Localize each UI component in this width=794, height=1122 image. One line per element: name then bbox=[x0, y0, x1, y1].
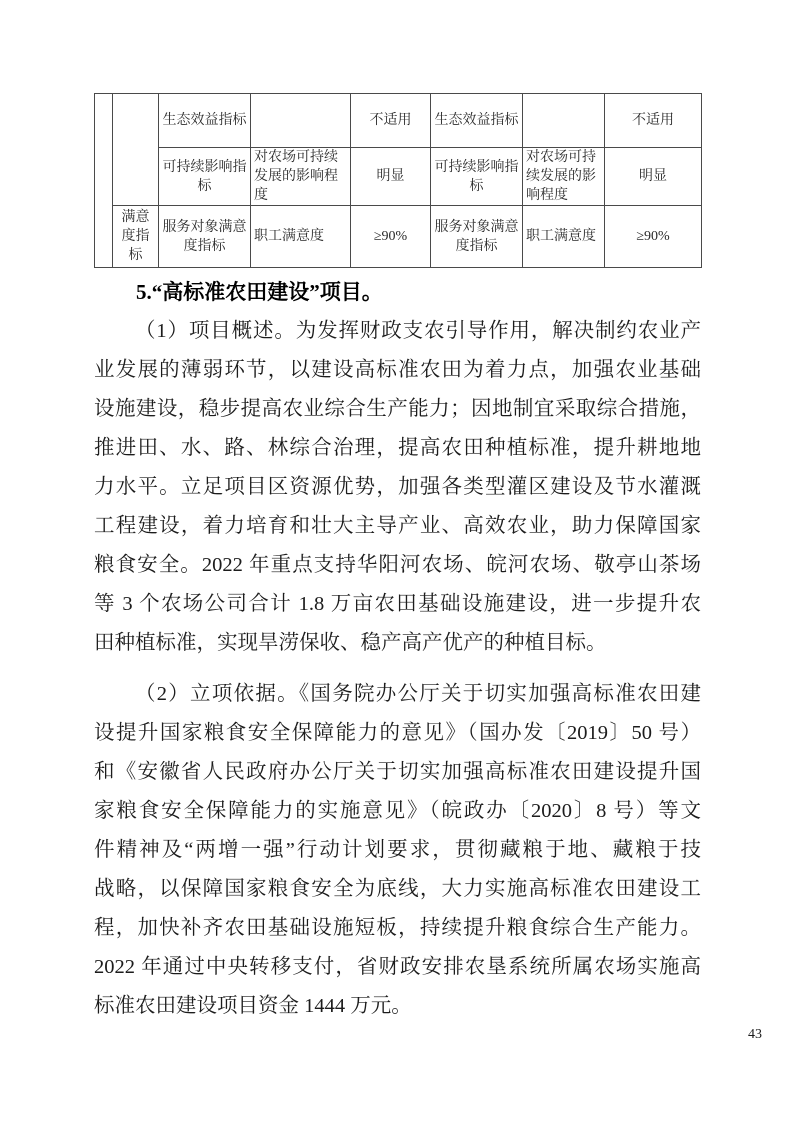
table-cell-indicator: 生态效益指标 bbox=[431, 94, 523, 148]
table-cell-indicator: 可持续影响指标 bbox=[431, 148, 523, 206]
table-cell-value: 不适用 bbox=[351, 94, 431, 148]
table-cell-criterion bbox=[251, 94, 351, 148]
section-heading: 5.“高标准农田建设”项目。 bbox=[136, 280, 383, 304]
document-body bbox=[94, 272, 701, 1026]
text-line: 战略，以保障国家粮食安全为底线，大力实施高标准农田建设工 bbox=[94, 878, 701, 900]
text-line: 推进田、水、路、林综合治理，提高农田种植标准，提升耕地地 bbox=[94, 437, 701, 459]
table-cell-value: ≥90% bbox=[605, 206, 702, 268]
text-line: 力水平。立足项目区资源优势，加强各类型灌区建设及节水灌溉 bbox=[94, 476, 701, 498]
table-row bbox=[95, 148, 702, 206]
text-line: 业发展的薄弱环节，以建设高标准农田为着力点，加强农业基础 bbox=[94, 359, 701, 381]
text-line: 田种植标准，实现旱涝保收、稳产高产优产的种植目标。 bbox=[94, 632, 607, 654]
paragraph-project-basis bbox=[94, 675, 701, 1026]
text-line: 家粮食安全保障能力的实施意见》（皖政办〔2020〕8 号）等文 bbox=[94, 800, 701, 822]
text-line: 等 3 个农场公司合计 1.8 万亩农田基础设施建设，进一步提升农 bbox=[94, 593, 701, 615]
text-line: （1）项目概述。为发挥财政支农引导作用，解决制约农业产 bbox=[135, 320, 701, 342]
page-number: 43 bbox=[748, 1027, 762, 1042]
table-cell-criterion: 职工满意度 bbox=[523, 206, 605, 268]
performance-indicators-table bbox=[94, 93, 702, 268]
text-line: 工程建设，着力培育和壮大主导产业、高效农业，助力保障国家 bbox=[94, 515, 701, 537]
table-cell-indicator: 可持续影响指标 bbox=[159, 148, 251, 206]
text-line: 件精神及“两增一强”行动计划要求，贯彻藏粮于地、藏粮于技 bbox=[94, 839, 701, 861]
table-cell-indicator: 生态效益指标 bbox=[159, 94, 251, 148]
table-cell-criterion: 对农场可持续发展的影响程度 bbox=[251, 148, 351, 206]
table-cell-category-empty bbox=[113, 94, 159, 206]
text-line: 设提升国家粮食安全保障能力的意见》（国办发〔2019〕50 号） bbox=[94, 722, 701, 744]
table-row bbox=[95, 94, 702, 148]
table-cell-category: 满意度指标 bbox=[113, 206, 159, 268]
table-cell-indicator: 服务对象满意度指标 bbox=[159, 206, 251, 268]
table-cell-criterion: 职工满意度 bbox=[251, 206, 351, 268]
table-cell-value: 不适用 bbox=[605, 94, 702, 148]
table-cell-spacer bbox=[95, 94, 113, 268]
text-line: （2）立项依据。《国务院办公厅关于切实加强高标准农田建 bbox=[135, 683, 701, 705]
text-line: 设施建设，稳步提高农业综合生产能力；因地制宜采取综合措施， bbox=[94, 398, 701, 420]
text-line: 粮食安全。2022 年重点支持华阳河农场、皖河农场、敬亭山茶场 bbox=[94, 554, 701, 576]
table-cell-criterion: 对农场可持续发展的影响程度 bbox=[523, 148, 605, 206]
text-line: 2022 年通过中央转移支付，省财政安排农垦系统所属农场实施高 bbox=[94, 956, 701, 978]
table-cell-criterion bbox=[523, 94, 605, 148]
text-line: 标准农田建设项目资金 1444 万元。 bbox=[94, 995, 412, 1017]
text-line: 和《安徽省人民政府办公厅关于切实加强高标准农田建设提升国 bbox=[94, 761, 701, 783]
table-cell-value: 明显 bbox=[605, 148, 702, 206]
table-cell-value: ≥90% bbox=[351, 206, 431, 268]
table-row bbox=[95, 206, 702, 268]
paragraph-project-overview bbox=[94, 312, 701, 663]
text-line: 程，加快补齐农田基础设施短板，持续提升粮食综合生产能力。 bbox=[94, 917, 701, 939]
table-cell-indicator: 服务对象满意度指标 bbox=[431, 206, 523, 268]
table-cell-value: 明显 bbox=[351, 148, 431, 206]
